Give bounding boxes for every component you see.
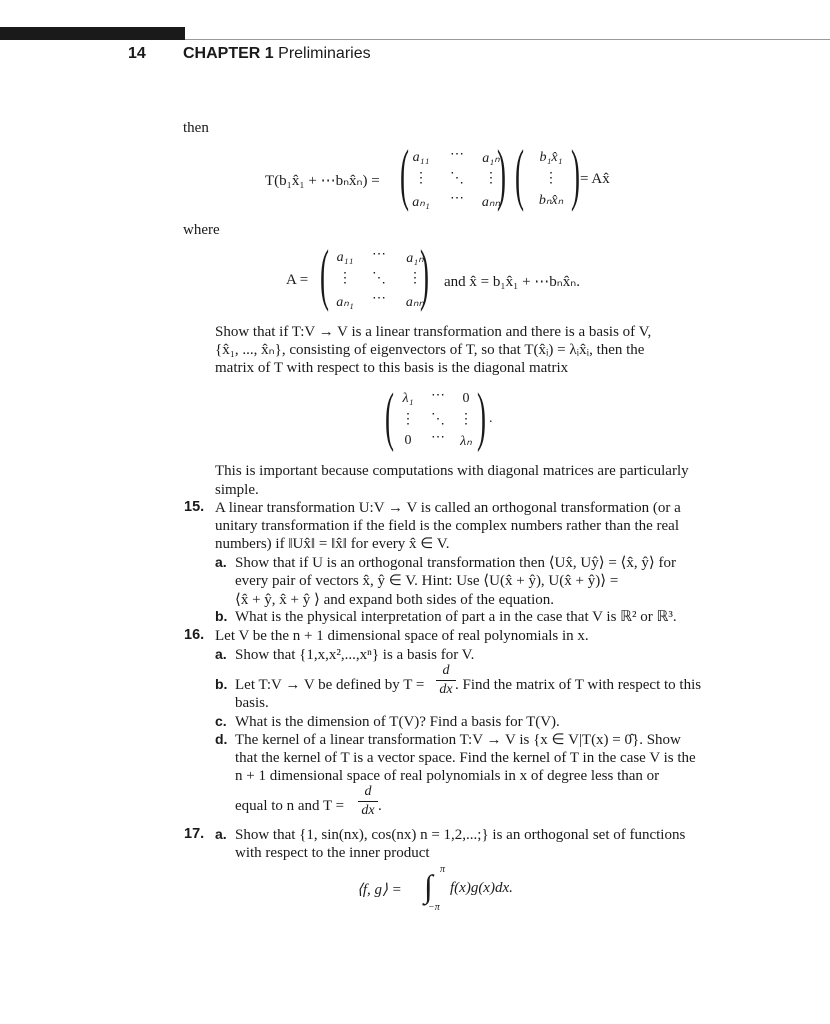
paragraph-line: matrix of T with respect to this basis is the diagonal matrix: [215, 360, 569, 376]
problem-line: . Find the matrix of T with respect to this: [455, 677, 702, 693]
problem-line: Show that if U is an orthogonal transformation then ⟨Ux̂, Uŷ⟩ = ⟨x̂, ŷ⟩ for: [235, 555, 676, 571]
chapter-title: Preliminaries: [278, 45, 371, 62]
part-label: a.: [215, 826, 227, 842]
problem-line: Let T:V → V be defined by T =: [235, 677, 425, 693]
matrix-cell: aₙ₁: [412, 195, 430, 210]
problem-line: with respect to the inner product: [235, 845, 430, 861]
right-paren: ): [497, 137, 506, 214]
eq1-matrix: [400, 137, 510, 215]
chapter-label: CHAPTER 1: [183, 45, 274, 62]
matrix-cell: a₁ₙ: [482, 151, 500, 166]
left-paren: (: [385, 380, 394, 454]
header-bar: [0, 27, 185, 40]
problem-line: ⟨x̂ + ŷ, x̂ + ŷ ⟩ and expand both sides of the equation.: [235, 592, 554, 608]
paragraph-line: This is important because computations with diagonal matrices are particularly: [215, 463, 689, 479]
part-label: a.: [215, 554, 227, 570]
left-paren: (: [400, 137, 409, 214]
matrix-cell: ⋯: [450, 147, 464, 162]
matrix-cell: ⋯: [372, 291, 386, 306]
problem-line: Show that {1,x,x²,...,xⁿ} is a basis for V.: [235, 647, 475, 663]
problem-line: basis.: [235, 695, 269, 711]
matrix-cell: ⋱: [372, 271, 386, 286]
problem-line: n + 1 dimensional space of real polynomials in x of degree less than or: [235, 768, 660, 784]
paragraph-line: {x̂₁, ..., x̂ₙ}, consisting of eigenvectors of T, so that T(x̂ᵢ) = λᵢx̂ᵢ, then the: [215, 342, 645, 358]
header-rule: [185, 39, 830, 40]
matrix-cell: a₁ₙ: [406, 251, 424, 266]
part-label: c.: [215, 713, 227, 729]
problem-line: Let V be the n + 1 dimensional space of real polynomials in x.: [215, 628, 589, 644]
problem-line: The kernel of a linear transformation T:V → V is {x ∈ V|T(x) = 0̂}. Show: [235, 732, 681, 748]
vector-cell: b₁x̂₁: [539, 150, 563, 165]
paragraph-line: simple.: [215, 482, 259, 498]
matrix-cell: 0: [462, 391, 470, 406]
part-label: b.: [215, 608, 228, 624]
matrix-cell: ⋯: [431, 430, 445, 445]
integral-upper-limit: π: [440, 864, 446, 875]
left-paren: (: [515, 137, 524, 214]
eq2-matrix: [320, 237, 435, 315]
fraction-d-dx: [436, 663, 456, 698]
matrix-cell: 0: [404, 433, 412, 448]
problem-line: numbers) if ‖Ux̂‖ = ‖x̂‖ for every x̂ ∈ V.: [215, 536, 450, 552]
matrix-cell: λₙ: [460, 434, 472, 449]
matrix-cell: λ₁: [402, 391, 414, 406]
matrix-cell: ⋮: [408, 271, 422, 286]
problem-line: A linear transformation U:V → V is called an orthogonal transformation (or a: [215, 500, 681, 516]
problem-number: 17.: [184, 826, 205, 842]
problem-line: every pair of vectors x̂, ŷ ∈ V. Hint: Use ⟨U(x̂ + ŷ), U(x̂ + ŷ)⟩ =: [235, 573, 619, 589]
problem-line: unitary transformation if the field is the complex numbers rather than the real: [215, 518, 680, 534]
matrix-cell: ⋮: [459, 412, 473, 427]
fraction-denominator: dx: [439, 682, 453, 697]
matrix-cell: ⋮: [338, 271, 352, 286]
fraction-d-dx: [358, 784, 378, 819]
right-paren: ): [571, 137, 580, 214]
matrix-cell: ⋮: [414, 171, 428, 186]
vector-cell: bₙx̂ₙ: [538, 193, 564, 208]
left-paren: (: [320, 237, 329, 314]
vector-cell: ⋮: [544, 171, 558, 186]
problem-number: 15.: [184, 499, 205, 515]
part-label: d.: [215, 731, 228, 747]
matrix-cell: ⋮: [401, 412, 415, 427]
part-label: a.: [215, 646, 227, 662]
page-number: 14: [128, 45, 146, 62]
matrix-cell: ⋯: [372, 247, 386, 262]
integrand: f(x)g(x)dx.: [450, 880, 513, 896]
problem-line: What is the dimension of T(V)? Find a basis for T(V).: [235, 714, 560, 730]
matrix-cell: a₁₁: [412, 150, 430, 165]
matrix-cell: ⋮: [484, 171, 498, 186]
paragraph-line: Show that if T:V → V is a linear transformation and there is a basis of V,: [215, 324, 652, 340]
fraction-numerator: d: [442, 663, 450, 678]
integral-sign: ∫: [424, 868, 433, 904]
diagonal-matrix: ( ) λ₁ ⋯ 0 ⋮ ⋱ ⋮ 0 ⋯ λₙ .: [385, 380, 493, 454]
fraction-numerator: d: [364, 784, 372, 799]
inner-product-lhs: ⟨f, g⟩ =: [357, 882, 402, 898]
right-paren: ): [420, 237, 429, 314]
eq1-vector: [515, 137, 585, 215]
matrix-cell: ⋱: [450, 171, 464, 186]
eq2-rhs: and x̂ = b₁x̂₁ + ⋯bₙx̂ₙ.: [444, 274, 580, 290]
problem-line: Show that {1, sin(nx), cos(nx) n = 1,2,...;} is an orthogonal set of functions: [235, 827, 686, 843]
word-then: then: [183, 120, 209, 136]
right-paren: ): [477, 380, 486, 454]
eq1-rhs: = Ax̂: [580, 171, 610, 187]
matrix-cell: aₙₙ: [481, 195, 501, 210]
chapter-heading: [183, 45, 371, 63]
part-label: b.: [215, 676, 228, 692]
matrix-cell: aₙₙ: [405, 295, 425, 310]
word-where: where: [183, 222, 220, 238]
matrix-cell: a₁₁: [336, 250, 354, 265]
matrix-cell: ⋯: [450, 191, 464, 206]
matrix-cell: ⋯: [431, 388, 445, 403]
matrix-cell: aₙ₁: [336, 295, 354, 310]
problem-line: equal to n and T =: [235, 798, 345, 814]
problem-number: 16.: [184, 627, 205, 643]
integral-lower-limit: −π: [428, 902, 440, 913]
problem-line: What is the physical interpretation of part a in the case that V is ℝ² or ℝ³.: [235, 609, 677, 625]
eq2-lhs: A =: [286, 272, 309, 288]
matrix-cell: ⋱: [431, 412, 445, 427]
problem-line: that the kernel of T is a vector space. Find the kernel of T in the case V is the: [235, 750, 696, 766]
eq1-lhs: T(b₁x̂₁ + ⋯bₙx̂ₙ) =: [265, 173, 380, 189]
fraction-denominator: dx: [361, 803, 375, 818]
